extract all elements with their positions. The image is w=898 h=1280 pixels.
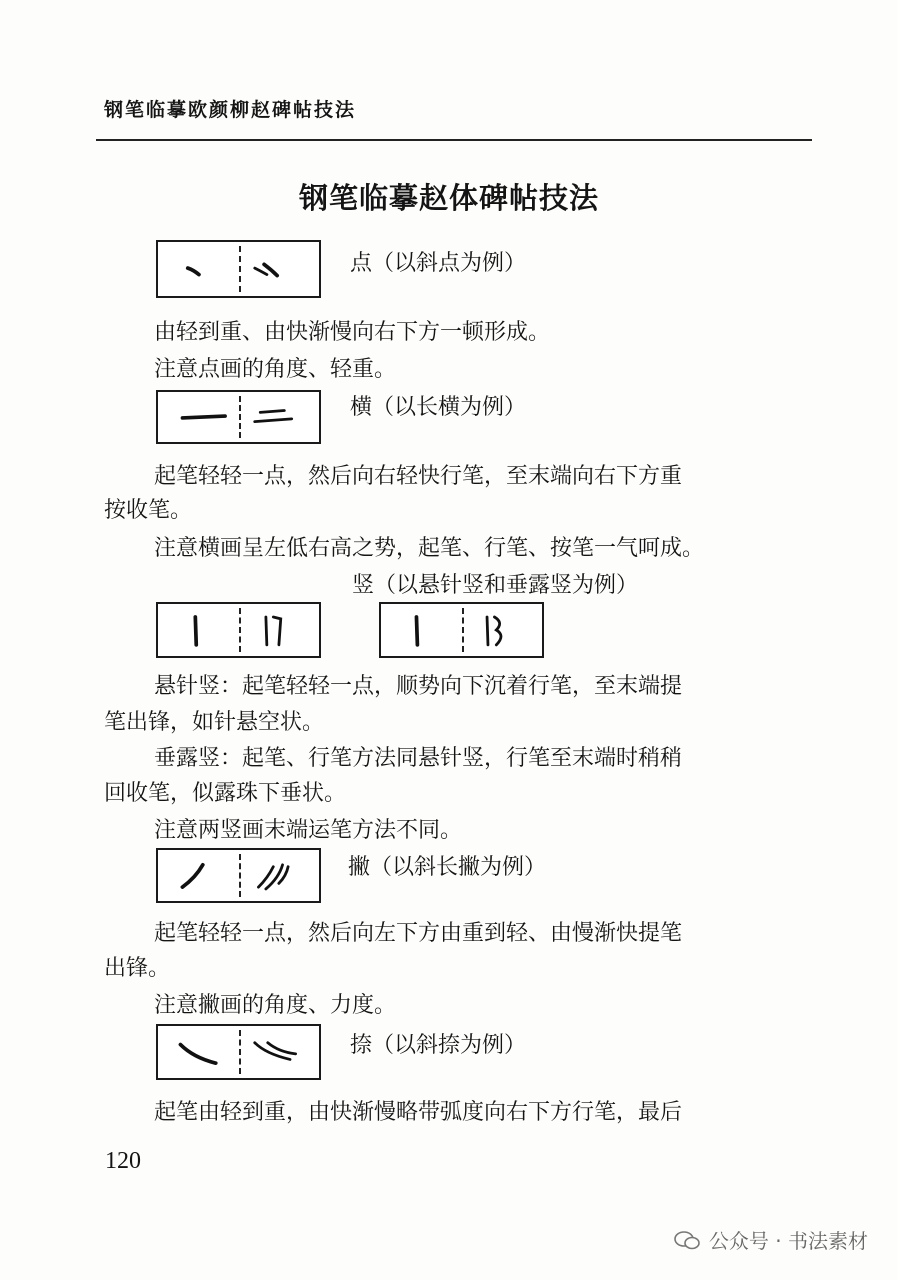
left-falling-caption: 撇（以斜长撇为例）	[348, 855, 547, 880]
horizontal-stroke-illustration	[156, 390, 321, 444]
page-title: 钢笔临摹赵体碑帖技法	[298, 181, 599, 215]
vertical-line-2: 笔出锋，如针悬空状。	[104, 710, 325, 735]
right-falling-drawing	[158, 1026, 319, 1078]
vertical-caption: 竖（以悬针竖和垂露竖为例）	[352, 573, 639, 598]
suspended-needle-stroke-illustration	[156, 602, 321, 658]
wechat-icon	[673, 1229, 701, 1251]
vertical-line-3: 垂露竖：起笔、行笔方法同悬针竖，行笔至末端时稍稍	[154, 746, 683, 771]
vertical-line-4: 回收笔，似露珠下垂状。	[104, 781, 347, 806]
right-falling-caption: 捺（以斜捺为例）	[350, 1033, 527, 1058]
left-falling-line-1: 起笔轻轻一点，然后向左下方由重到轻、由慢渐快提笔	[154, 921, 683, 946]
page-number: 120	[105, 1148, 141, 1174]
horizontal-stroke-drawing	[158, 392, 319, 442]
left-falling-line-3: 注意撇画的角度、力度。	[154, 993, 397, 1018]
left-falling-drawing	[158, 850, 319, 901]
vertical-line-5: 注意两竖画末端运笔方法不同。	[154, 818, 463, 843]
dot-caption: 点（以斜点为例）	[350, 251, 527, 276]
dot-stroke-drawing	[158, 242, 319, 296]
watermark	[673, 1225, 868, 1254]
left-falling-line-2: 出锋。	[104, 956, 171, 981]
left-falling-stroke-illustration	[156, 848, 321, 903]
horizontal-caption: 横（以长横为例）	[350, 395, 527, 420]
horizontal-line-2: 按收笔。	[104, 498, 193, 523]
running-header: 钢笔临摹欧颜柳赵碑帖技法	[104, 99, 357, 121]
horizontal-line-1: 起笔轻轻一点，然后向右轻快行笔，至末端向右下方重	[154, 464, 683, 489]
hanging-dew-stroke-illustration	[379, 602, 544, 658]
header-rule	[96, 139, 812, 141]
right-falling-stroke-illustration	[156, 1024, 321, 1080]
hanging-dew-drawing	[381, 604, 542, 656]
dot-line-2: 注意点画的角度、轻重。	[154, 357, 397, 382]
suspended-needle-drawing	[158, 604, 319, 656]
right-falling-line-1: 起笔由轻到重，由快渐慢略带弧度向右下方行笔，最后	[154, 1100, 683, 1125]
dot-line-1: 由轻到重、由快渐慢向右下方一顿形成。	[154, 320, 551, 345]
vertical-line-1: 悬针竖：起笔轻轻一点，顺势向下沉着行笔，至末端提	[154, 674, 683, 699]
dot-stroke-illustration	[156, 240, 321, 298]
watermark-text: 公众号 · 书法素材	[708, 1229, 868, 1253]
horizontal-line-3: 注意横画呈左低右高之势，起笔、行笔、按笔一气呵成。	[154, 536, 705, 561]
